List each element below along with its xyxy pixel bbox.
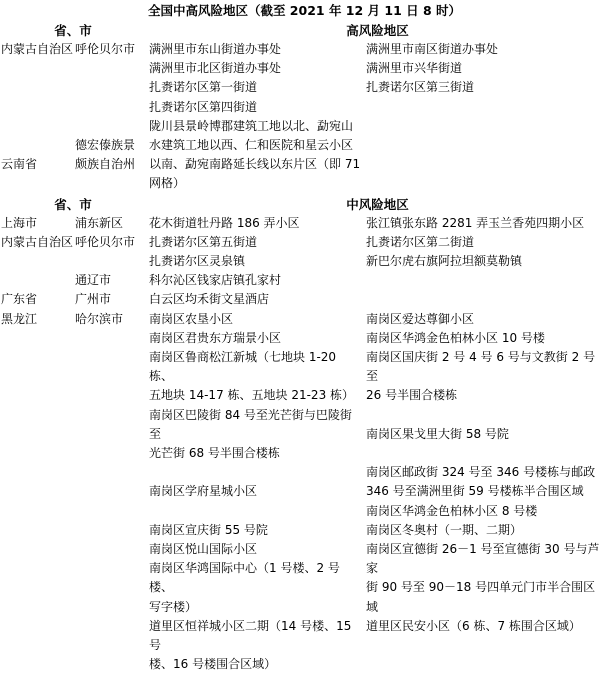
header-province-city: 省、市 [54, 196, 92, 212]
risk-area-item: 南岗区华鸿金色柏林小区 10 号楼 [366, 330, 545, 345]
risk-area-item: 南岗区学府星城小区 [149, 484, 258, 499]
risk-area-item: 满洲里市兴华街道 [366, 61, 463, 76]
risk-area-item: 南岗区鲁商松江新城（七地块 1-20 栋、 [149, 350, 337, 384]
risk-area-item: 南岗区宣庆街 55 号院 [149, 522, 268, 537]
risk-area-item: 满洲里市北区街道办事处 [149, 61, 282, 76]
table-row [0, 117, 609, 194]
header-medium-risk: 中风险地区 [346, 196, 409, 212]
page-title: 全国中高风险地区（截至 2021 年 12 月 11 日 8 时） [147, 3, 462, 18]
cell-high-risk-a [146, 40, 360, 117]
cell-city [73, 117, 146, 194]
cell-city: 哈尔滨市 [75, 311, 124, 326]
risk-area-item: 南岗区巴陵街 84 号至光芒街与巴陵街至 [149, 407, 352, 441]
risk-area-item: 南岗区悦山国际小区 [149, 542, 258, 557]
cell-medium-risk-b [360, 233, 609, 271]
header-high-risk: 高风险地区 [346, 23, 409, 38]
risk-area-item: 道里区民安小区（6 栋、7 栋围合区域） [366, 618, 581, 633]
cell-medium-risk-a [146, 233, 360, 271]
risk-area-item: 南岗区果戈里大街 58 号院 [366, 426, 509, 441]
spacer [149, 502, 358, 521]
city-name-line: 德宏傣族景 [75, 137, 136, 152]
risk-area-item: 扎赉诺尔区第一街道 [149, 80, 258, 95]
cell-province: 云南省 [1, 156, 38, 171]
cell-province: 上海市 [1, 215, 38, 230]
table-header-high-risk [0, 20, 609, 40]
cell-province: 内蒙古自治区 [1, 234, 74, 249]
cell-province: 广东省 [1, 292, 38, 307]
risk-table [0, 20, 609, 674]
risk-area-item: 光芒街 68 号半围合楼栋 [149, 446, 280, 461]
cell-high-risk-a [146, 117, 609, 194]
risk-area-item: 南岗区君贵东方瑞景小区 [149, 330, 282, 345]
risk-area-item: 网格） [149, 176, 186, 191]
risk-area-item: 楼、16 号楼围合区域） [149, 657, 277, 672]
risk-area-item: 科尔沁区钱家店镇孔家村 [149, 273, 282, 288]
spacer [366, 444, 607, 463]
risk-area-item: 扎赉诺尔区第三街道 [366, 80, 475, 95]
table-row [0, 310, 609, 674]
table-row [0, 214, 609, 233]
cell-city: 呼伦贝尔市 [75, 42, 136, 56]
cell-medium-risk-b [360, 310, 609, 674]
table-row [0, 40, 609, 117]
risk-area-item: 南岗区冬奥村（一期、二期） [366, 522, 523, 537]
risk-area-item: 南岗区邮政街 324 号至 346 号楼栋与邮政 [366, 465, 596, 480]
table-row [0, 290, 609, 309]
cell-medium-risk-a [146, 271, 609, 290]
cell-city: 广州市 [75, 292, 112, 307]
cell-city: 呼伦贝尔市 [75, 234, 136, 249]
risk-area-item: 扎赉诺尔区第四街道 [149, 99, 258, 114]
risk-area-item: 南岗区农垦小区 [149, 311, 234, 326]
risk-area-item: 南岗区宣德街 26－1 号至宣德街 30 号与芦家 [366, 542, 600, 576]
risk-area-item: 陇川县景岭博郡建筑工地以北、勐宛山 [149, 118, 354, 133]
spacer [366, 406, 607, 425]
risk-area-item: 新巴尔虎右旗阿拉坦额莫勒镇 [366, 254, 523, 269]
risk-area-item: 花木街道牡丹路 186 弄小区 [149, 215, 300, 230]
risk-area-item: 26 号半围合楼栋 [366, 388, 458, 403]
risk-area-item: 写字楼） [149, 599, 198, 614]
risk-area-item: 五地块 14-17 栋、五地块 21-23 栋） [149, 388, 355, 403]
header-province-city: 省、市 [54, 23, 92, 38]
risk-area-item: 满洲里市南区街道办事处 [366, 42, 499, 56]
risk-area-item: 白云区均禾街文星酒店 [149, 292, 270, 307]
risk-area-item: 满洲里市东山街道办事处 [149, 42, 282, 56]
risk-area-item: 346 号至满洲里街 59 号楼栋半合围区域 [366, 484, 584, 499]
risk-area-item: 南岗区爱达尊御小区 [366, 311, 475, 326]
risk-area-item: 街 90 号至 90－18 号四单元门市半合围区域 [366, 580, 596, 614]
cell-province [0, 271, 73, 290]
risk-area-item: 南岗区华鸿金色柏林小区 8 号楼 [366, 503, 538, 518]
city-name-line: 颇族自治州 [75, 157, 136, 172]
cell-medium-risk-a [146, 214, 360, 233]
table-row [0, 271, 609, 290]
table-header-medium-risk [0, 194, 609, 214]
cell-medium-risk-b [360, 214, 609, 233]
cell-province: 黑龙江 [1, 311, 38, 326]
spacer [366, 98, 607, 117]
cell-province: 内蒙古自治区 [1, 42, 74, 56]
cell-city: 通辽市 [75, 273, 112, 288]
risk-area-item: 张江镇张东路 2281 弄玉兰香苑四期小区 [366, 215, 585, 230]
risk-area-item: 南岗区国庆街 2 号 4 号 6 号与文教街 2 号至 [366, 350, 596, 384]
cell-high-risk-b [360, 40, 609, 117]
risk-area-item: 以南、勐宛南路延长线以东片区（即 71 [149, 157, 361, 172]
spacer [149, 463, 358, 482]
cell-medium-risk-a [146, 310, 360, 674]
risk-area-item: 南岗区华鸿国际中心（1 号楼、2 号楼、 [149, 561, 340, 595]
risk-area-item: 扎赉诺尔区灵泉镇 [149, 254, 246, 269]
cell-city: 浦东新区 [75, 215, 124, 230]
cell-medium-risk-a [146, 290, 609, 309]
risk-area-item: 道里区恒祥城小区二期（14 号楼、15 号 [149, 618, 352, 653]
risk-area-item: 扎赉诺尔区第五街道 [149, 234, 258, 249]
risk-area-item: 扎赉诺尔区第二街道 [366, 234, 475, 249]
risk-area-item: 水建筑工地以西、仁和医院和星云小区 [149, 138, 354, 153]
table-row [0, 233, 609, 271]
